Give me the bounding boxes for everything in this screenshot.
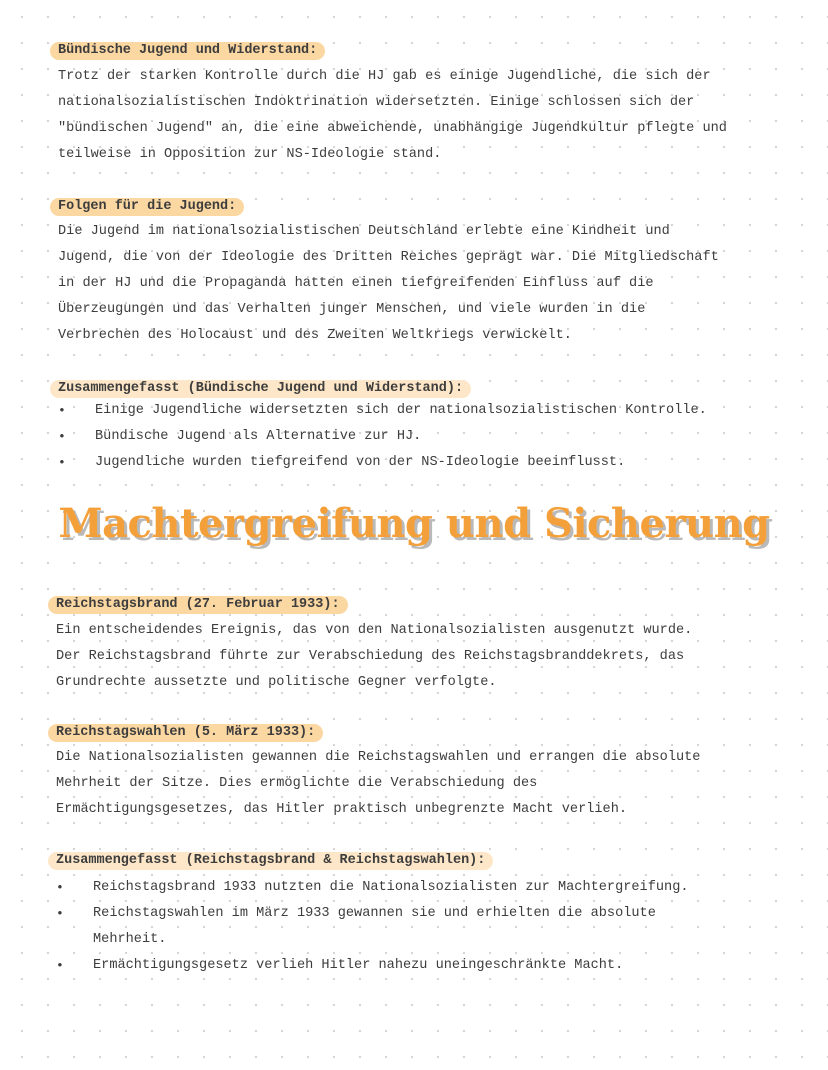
text-line: Ein entscheidendes Ereignis, das von den Nationalsozialisten ausgenutzt wurde. [56, 623, 693, 638]
text-line: Jugend, die von der Ideologie des Dritten Reiches geprägt war. Die Mitgliedschaft [58, 250, 719, 265]
bullet-icon: • [58, 429, 66, 444]
list-item-text: Reichstagsbrand 1933 nutzten die Nationalsozialisten zur Machtergreifung. [93, 880, 689, 895]
list-item [56, 875, 689, 901]
text-line: Trotz der starken Kontrolle durch die HJ gab es einige Jugendliche, die sich der [58, 69, 711, 84]
text-line: Mehrheit der Sitze. Dies ermöglichte die Verabschiedung des [56, 776, 538, 791]
list-item-text: Ermächtigungsgesetz verlieh Hitler nahezu uneingeschränkte Macht. [93, 958, 624, 973]
text-line: Der Reichstagsbrand führte zur Verabschiedung des Reichstagsbranddekrets, das [56, 649, 685, 664]
text-line: Überzeugungen und das Verhalten junger Menschen, und viele wurden in die [58, 302, 646, 317]
bullet-icon: • [56, 958, 64, 973]
summary-list-1 [58, 398, 707, 476]
summary-label-buendische-jugend: Zusammengefasst (Bündische Jugend und Widerstand): [50, 380, 471, 398]
text-line: "bündischen Jugend" an, die eine abweichende, unabhängige Jugendkultur pflegte und [58, 121, 727, 136]
summary-list-2 [56, 875, 689, 979]
paragraph-reichstagsbrand [56, 618, 692, 696]
section-label-folgen: Folgen für die Jugend: [50, 198, 244, 216]
text-line: Die Nationalsozialisten gewannen die Reichstagswahlen und errangen die absolute [56, 750, 701, 765]
list-item [58, 424, 707, 450]
paragraph-buendische-jugend [58, 64, 727, 168]
list-item-text: Einige Jugendliche widersetzten sich der nationalsozialistischen Kontrolle. [95, 403, 707, 418]
paragraph-reichstagswahlen [56, 745, 700, 823]
text-line: Die Jugend im nationalsozialistischen Deutschland erlebte eine Kindheit und [58, 224, 670, 239]
summary-label-reichstag: Zusammengefasst (Reichstagsbrand & Reichstagswahlen): [48, 852, 493, 870]
list-item [58, 398, 707, 424]
list-item [56, 953, 689, 979]
list-item-text: Bündische Jugend als Alternative zur HJ. [95, 429, 422, 444]
list-item-text: Reichstagswahlen im März 1933 gewannen sie und erhielten die absolute [93, 906, 656, 921]
list-item-text: Mehrheit. [93, 932, 167, 947]
text-line: Verbrechen des Holocaust und des Zweiten Weltkriegs verwickelt. [58, 328, 572, 343]
list-item [56, 901, 689, 927]
text-line: Grundrechte aussetzte und politische Gegner verfolgte. [56, 675, 497, 690]
bullet-icon: • [56, 906, 64, 921]
list-item-continuation [56, 927, 689, 953]
text-line: nationalsozialistischen Indoktrination widersetzten. Einige schlossen sich der [58, 95, 695, 110]
bullet-icon: • [58, 403, 66, 418]
list-item [58, 450, 707, 476]
page-title: Machtergreifung und Sicherung [58, 500, 770, 547]
section-label-reichstagsbrand: Reichstagsbrand (27. Februar 1933): [48, 596, 348, 614]
section-label-buendische-jugend: Bündische Jugend und Widerstand: [50, 42, 325, 60]
bullet-icon: • [56, 880, 64, 895]
list-item-text: Jugendliche wurden tiefgreifend von der NS-Ideologie beeinflusst. [95, 455, 626, 470]
text-line: teilweise in Opposition zur NS-Ideologie stand. [58, 147, 442, 162]
section-label-reichstagswahlen: Reichstagswahlen (5. März 1933): [48, 724, 323, 742]
text-line: Ermächtigungsgesetzes, das Hitler praktisch unbegrenzte Macht verlieh. [56, 802, 628, 817]
bullet-icon: • [58, 455, 66, 470]
text-line: in der HJ und die Propaganda hatten einen tiefgreifenden Einfluss auf die [58, 276, 654, 291]
paragraph-folgen [58, 219, 719, 349]
